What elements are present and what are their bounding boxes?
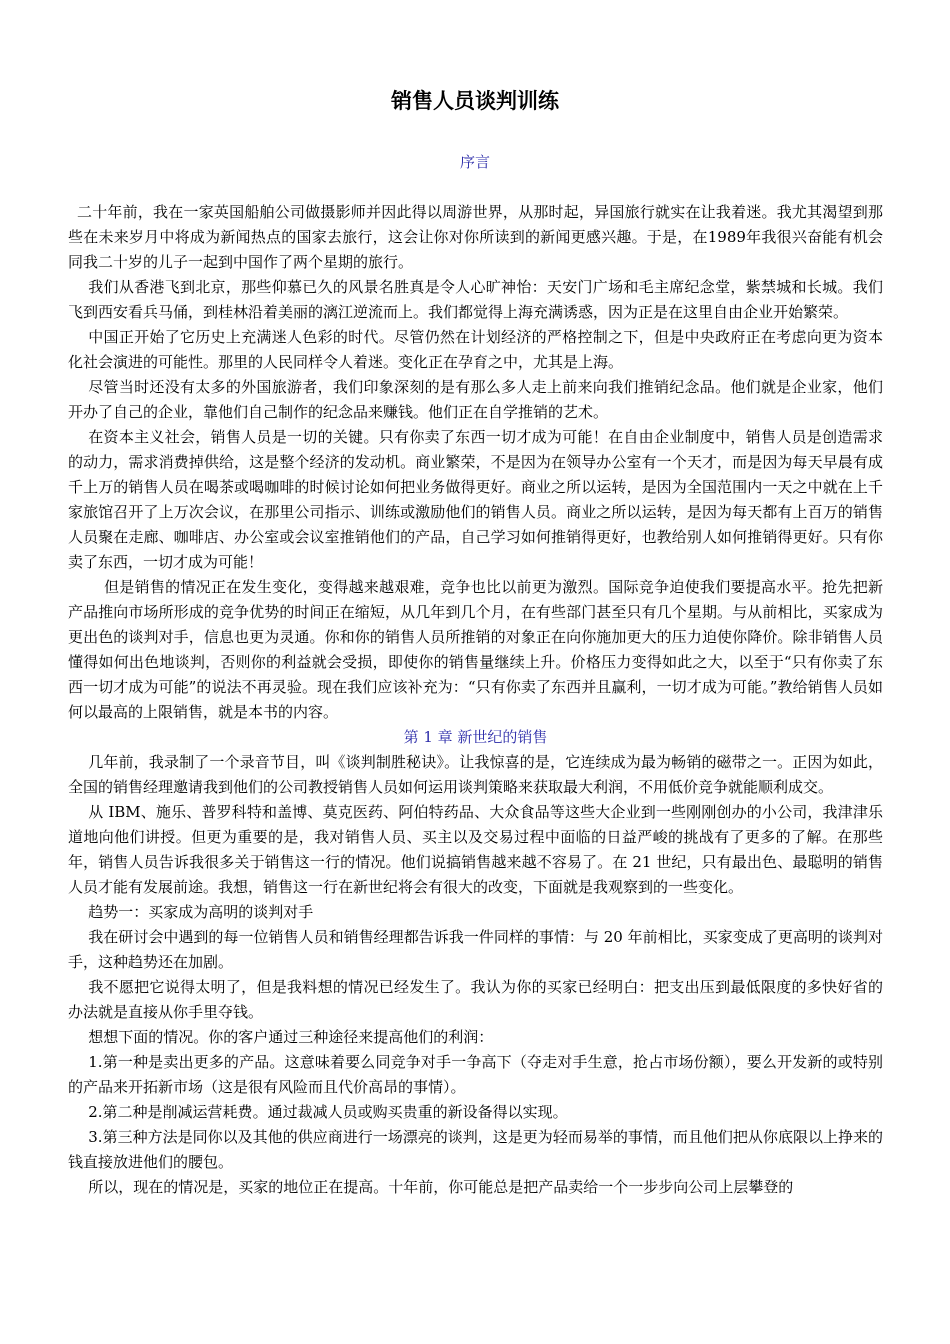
preface-heading: 序言: [459, 153, 490, 171]
chapter-heading: 第 1 章 新世纪的销售: [403, 728, 548, 746]
paragraph: 从 IBM、施乐、普罗科特和盖博、莫克医药、阿伯特药品、大众食品等这些大企业到一些刚刚创办的小公司，我津津乐道地向他们讲授。但更为重要的是，我对销售人员、买主以及交易过程中面临的日益严峻的挑战有了更多的了解。在那些年，销售人员告诉我很多关于销售这一行的情况。他们说搞销售越来越不容易了。在 21 世纪，只有最出色、最聪明的销售人员才能有发展前途。我想，销售这一行在新世纪将会有很大的改变，下面就是我观察到的一些变化。: [68, 803, 883, 896]
paragraph: 想想下面的情况。你的客户通过三种途径来提高他们的利润：: [88, 1028, 494, 1046]
paragraph: 二十年前，我在一家英国船舶公司做摄影师并因此得以周游世界，从那时起，异国旅行就实在让我着迷。我尤其渴望到那些在未来岁月中将成为新闻热点的国家去旅行，这会让你对你所读到的新闻更感兴趣。于是，在1989年我很兴奋能有机会同我二十岁的儿子一起到中国作了两个星期的旅行。: [68, 203, 883, 271]
paragraph: 尽管当时还没有太多的外国旅游者，我们印象深刻的是有那么多人走上前来向我们推销纪念品。他们就是企业家，他们开办了自己的企业，靠他们自己制作的纪念品来赚钱。他们正在自学推销的艺术。: [68, 378, 883, 421]
paragraph: 几年前，我录制了一个录音节目，叫《谈判制胜秘诀》。让我惊喜的是，它连续成为最为畅销的磁带之一。正因为如此，全国的销售经理邀请我到他们的公司教授销售人员如何运用谈判策略来获取最大利润，不用低价竞争就能顺利成交。: [68, 753, 883, 796]
document-title: 销售人员谈判训练: [391, 89, 559, 113]
paragraph: 所以，现在的情况是，买家的地位正在提高。十年前，你可能总是把产品卖给一个一步步向公司上层攀登的: [88, 1178, 794, 1196]
paragraph: 中国正开始了它历史上充满迷人色彩的时代。尽管仍然在计划经济的严格控制之下，但是中央政府正在考虑向更为资本化社会演进的可能性。那里的人民同样令人着迷。变化正在孕育之中，尤其是上海。: [68, 328, 883, 371]
list-item: 2.第二种是削减运营耗费。通过裁减人员或购买贵重的新设备得以实现。: [88, 1103, 568, 1121]
paragraph: 但是销售的情况正在发生变化，变得越来越艰难，竞争也比以前更为激烈。国际竞争迫使我们要提高水平。抢先把新产品推向市场所形成的竞争优势的时间正在缩短，从几年到几个月，在有些部门甚至只有几个星期。与从前相比，买家成为更出色的谈判对手，信息也更为灵通。你和你的销售人员所推销的对象正在向你施加更大的压力迫使你降价。除非销售人员懂得如何出色地谈判，否则你的利益就会受损，即使你的销售量继续上升。价格压力变得如此之大，以至于“只有你卖了东西一切才成为可能”的说法不再灵验。现在我们应该补充为：“只有你卖了东西并且赢利，一切才成为可能。”教给销售人员如何以最高的上限销售，就是本书的内容。: [68, 578, 883, 721]
paragraph: 我在研讨会中遇到的每一位销售人员和销售经理都告诉我一件同样的事情：与 20 年前相比，买家变成了更高明的谈判对手，这种趋势还在加剧。: [68, 928, 883, 971]
list-item: 1.第一种是卖出更多的产品。这意味着要么同竞争对手一争高下（夺走对手生意，抢占市场份额），要么开发新的或特别的产品来开拓新市场（这是很有风险而且代价高昂的事情）。: [68, 1053, 883, 1096]
section-heading: 趋势一：买家成为高明的谈判对手: [88, 903, 314, 921]
paragraph: 我们从香港飞到北京，那些仰慕已久的风景名胜真是令人心旷神怡：天安门广场和毛主席纪念堂，紫禁城和长城。我们飞到西安看兵马俑，到桂林沿着美丽的漓江逆流而上。我们都觉得上海充满诱惑，因为正是在这里自由企业开始繁荣。: [68, 278, 883, 321]
paragraph: 在资本主义社会，销售人员是一切的关键。只有你卖了东西一切才成为可能！在自由企业制度中，销售人员是创造需求的动力，需求消费掉供给，这是整个经济的发动机。商业繁荣，不是因为在领导办公室有一个天才，而是因为每天早晨有成千上万的销售人员在喝茶或喝咖啡的时候讨论如何把业务做得更好。商业之所以运转，是因为全国范围内一天之中就在上千家旅馆召开了上万次会议，在那里公司指示、训练或激励他们的销售人员。商业之所以运转，是因为每天都有上百万的销售人员聚在走廊、咖啡店、办公室或会议室推销他们的产品，自己学习如何推销得更好，也教给别人如何推销得更好。只有你卖了东西，一切才成为可能！: [68, 428, 883, 571]
paragraph: 我不愿把它说得太明了，但是我料想的情况已经发生了。我认为你的买家已经明白：把支出压到最低限度的多快好省的办法就是直接从你手里夺钱。: [68, 978, 883, 1021]
document-body: [68, 200, 883, 1200]
list-item: 3.第三种方法是同你以及其他的供应商进行一场漂亮的谈判，这是更为轻而易举的事情，而且他们把从你底限以上挣来的钱直接放进他们的腰包。: [68, 1128, 883, 1171]
